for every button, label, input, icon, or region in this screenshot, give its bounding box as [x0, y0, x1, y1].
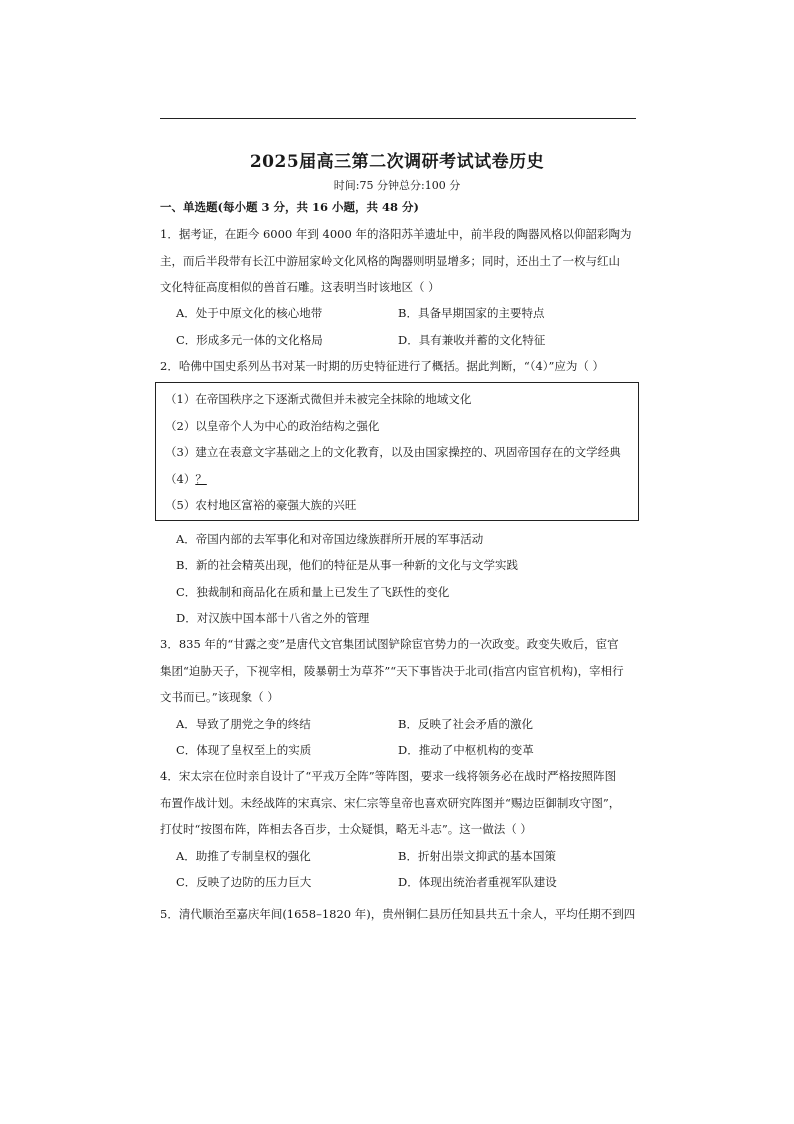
q4-option-c[interactable]: C．反映了边防的压力巨大	[176, 875, 312, 889]
q2-box-blank: ？	[195, 472, 207, 486]
q4-option-d[interactable]: D．体现出统治者重视军队建设	[398, 875, 557, 889]
q1-stem-line-3: 文化特征高度相似的兽首石雕。这表明当时该地区（ ）	[160, 280, 440, 294]
q2-option-b[interactable]: B．新的社会精英出现，他们的特征是从事一种新的文化与文学实践	[176, 558, 518, 572]
q4-stem-line-2: 布置作战计划。未经战阵的宋真宗、宋仁宗等皇帝也喜欢研究阵图并“赐边臣御制攻守图”，	[160, 796, 621, 810]
q2-box-item-5: （5）农村地区富裕的豪强大族的兴旺	[165, 498, 357, 512]
q4-option-a[interactable]: A．助推了专制皇权的强化	[176, 849, 311, 863]
q2-option-c[interactable]: C．独裁制和商品化在质和量上已发生了飞跃性的变化	[176, 585, 450, 599]
section-heading: 一、单选题(每小题 3 分，共 16 小题，共 48 分)	[160, 200, 419, 214]
q1-option-b[interactable]: B．具备早期国家的主要特点	[398, 306, 545, 320]
q3-stem-line-2: 集团“迫胁天子，下视宰相，陵暴朝士为草芥”“天下事皆决于北司(指宫内宦官机构)，宰相行	[160, 664, 624, 678]
q4-stem-line-3: 打仗时“按图布阵，阵相去各百步，士众疑惧，略无斗志”。这一做法（ ）	[160, 822, 532, 836]
q3-option-b[interactable]: B．反映了社会矛盾的激化	[398, 717, 533, 731]
page-title: 2025届高三第二次调研考试试卷历史	[249, 152, 545, 172]
q5-stem-line-1: 5．清代顺治至嘉庆年间(1658–1820 年)，贵州铜仁县历任知县共五十余人，平均任期不到四	[160, 907, 636, 921]
q2-box-item-2: （2）以皇帝个人为中心的政治结构之强化	[165, 419, 380, 433]
q2-option-a[interactable]: A．帝国内部的去军事化和对帝国边缘族群所开展的军事活动	[176, 532, 484, 546]
header-rule	[160, 118, 636, 119]
exam-time-score: 时间:75 分钟总分:100 分	[333, 179, 461, 192]
q1-option-c[interactable]: C．形成多元一体的文化格局	[176, 333, 323, 347]
q4-stem-line-1: 4．宋太宗在位时亲自设计了“平戎万全阵”等阵图，要求一线将领务必在战时严格按照阵图	[160, 769, 617, 783]
q1-stem-line-1: 1．据考证，在距今 6000 年到 4000 年的洛阳苏羊遗址中，前半段的陶器风格以仰韶彩陶为	[160, 227, 632, 241]
q3-stem-line-3: 文书而已。”该现象（ ）	[160, 690, 279, 704]
q1-option-a[interactable]: A．处于中原文化的核心地带	[176, 306, 323, 320]
q1-stem-line-2: 主，而后半段带有长江中游屈家岭文化风格的陶器则明显增多；同时，还出土了一枚与红山	[160, 254, 620, 268]
q2-box-item-1: （1）在帝国秩序之下逐渐式微但并未被完全抹除的地域文化	[165, 392, 472, 406]
q3-option-d[interactable]: D．推动了中枢机构的变革	[398, 743, 534, 757]
q3-stem-line-1: 3．835 年的“甘露之变”是唐代文官集团试图铲除宦官势力的一次政变。政变失败后，宦官	[160, 637, 619, 651]
q2-material-box	[155, 382, 639, 521]
q3-option-c[interactable]: C．体现了皇权至上的实质	[176, 743, 312, 757]
q2-option-d[interactable]: D．对汉族中国本部十八省之外的管理	[176, 611, 370, 625]
q1-option-d[interactable]: D．具有兼收并蓄的文化特征	[398, 333, 546, 347]
q2-box-item-4-label: （4）	[165, 472, 196, 486]
q2-box-item-4	[165, 472, 207, 486]
q4-option-b[interactable]: B．折射出崇文抑武的基本国策	[398, 849, 556, 863]
q2-stem: 2．哈佛中国史系列丛书对某一时期的历史特征进行了概括。据此判断，“（4）”应为（ ）	[160, 359, 605, 373]
q2-box-item-3: （3）建立在表意文字基础之上的文化教育，以及由国家操控的、巩固帝国存在的文学经典	[165, 445, 621, 459]
q3-option-a[interactable]: A．导致了朋党之争的终结	[176, 717, 311, 731]
